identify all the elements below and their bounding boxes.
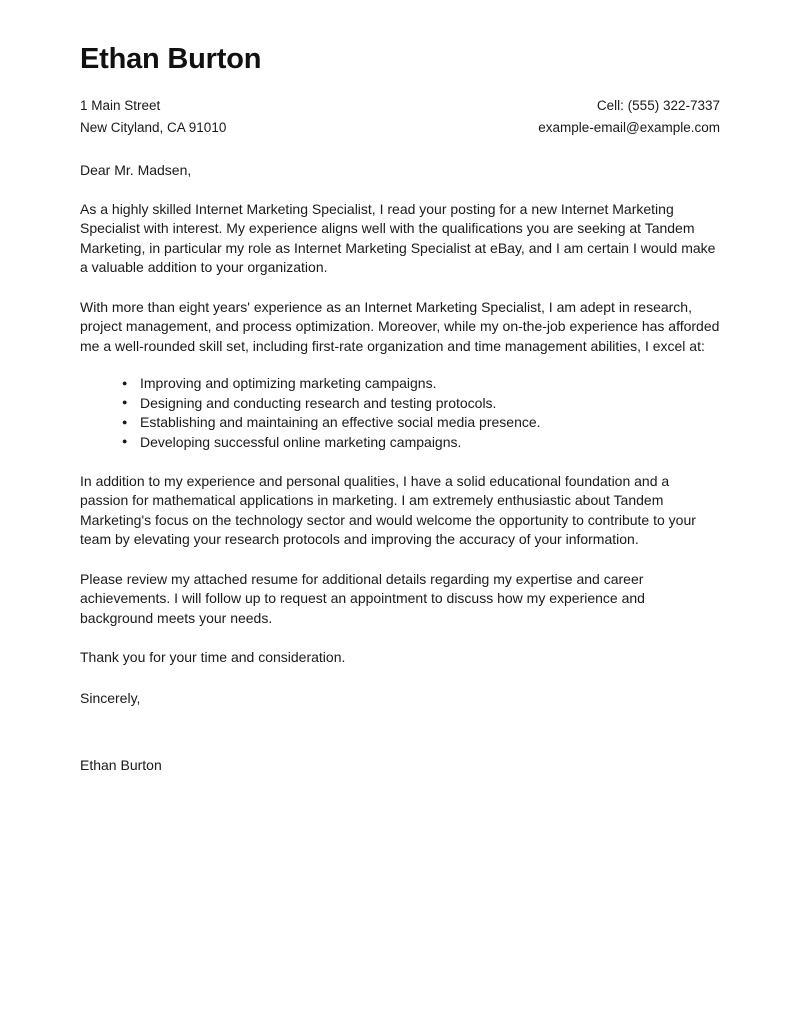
address-line-1: 1 Main Street xyxy=(80,97,161,113)
closing-line: Sincerely, xyxy=(80,689,141,706)
applicant-name: Ethan Burton xyxy=(80,43,262,75)
body-paragraph-3: In addition to my experience and personal qualities, I have a solid educational foundation and a passion for mathematical applications in marketing. I am extremely enthusiastic about Tandem Marketing's focus on the technology sector and would welcome the opportunity to contribute to your team by elevating your research protocols and improving the accuracy of your information. xyxy=(80,472,696,548)
list-item: ● Designing and conducting research and testing protocols. xyxy=(122,394,720,413)
address-line-2: New Cityland, CA 91010 xyxy=(80,119,227,135)
body-paragraph-5: Thank you for your time and consideration. xyxy=(80,649,346,666)
list-item: ● Establishing and maintaining an effective social media presence. xyxy=(122,413,720,432)
contact-row-2 xyxy=(80,118,720,138)
email-address: example-email@example.com xyxy=(538,119,720,135)
body-paragraph-4: Please review my attached resume for additional details regarding my expertise and career achievements. I will follow up to request an appointment to discuss how my experience and background meets your needs. xyxy=(80,570,645,626)
list-item: ● Developing successful online marketing campaigns. xyxy=(122,433,720,452)
body-paragraph-1: As a highly skilled Internet Marketing Specialist, I read your posting for a new Internet Marketing Specialist with interest. My experience aligns well with the qualifications you are seeking at Tandem Marketing, in particular my role as Internet Marketing Specialist at eBay, and I am certain I would make a valuable addition to your organization. xyxy=(80,200,716,276)
body-paragraph-2: With more than eight years' experience as an Internet Marketing Specialist, I am adept in research, project management, and process optimization. Moreover, while my on-the-job experience has afforded me a well-rounded skill set, including first-rate organization and time management abilities, I excel at: xyxy=(80,298,720,354)
signature-name: Ethan Burton xyxy=(80,757,162,774)
phone-number: Cell: (555) 322-7337 xyxy=(596,97,720,113)
qualifications-list xyxy=(80,374,720,452)
list-item: ● Improving and optimizing marketing campaigns. xyxy=(122,374,720,393)
cover-letter xyxy=(80,44,720,776)
salutation: Dear Mr. Madsen, xyxy=(80,161,192,178)
contact-row-1 xyxy=(80,96,720,116)
